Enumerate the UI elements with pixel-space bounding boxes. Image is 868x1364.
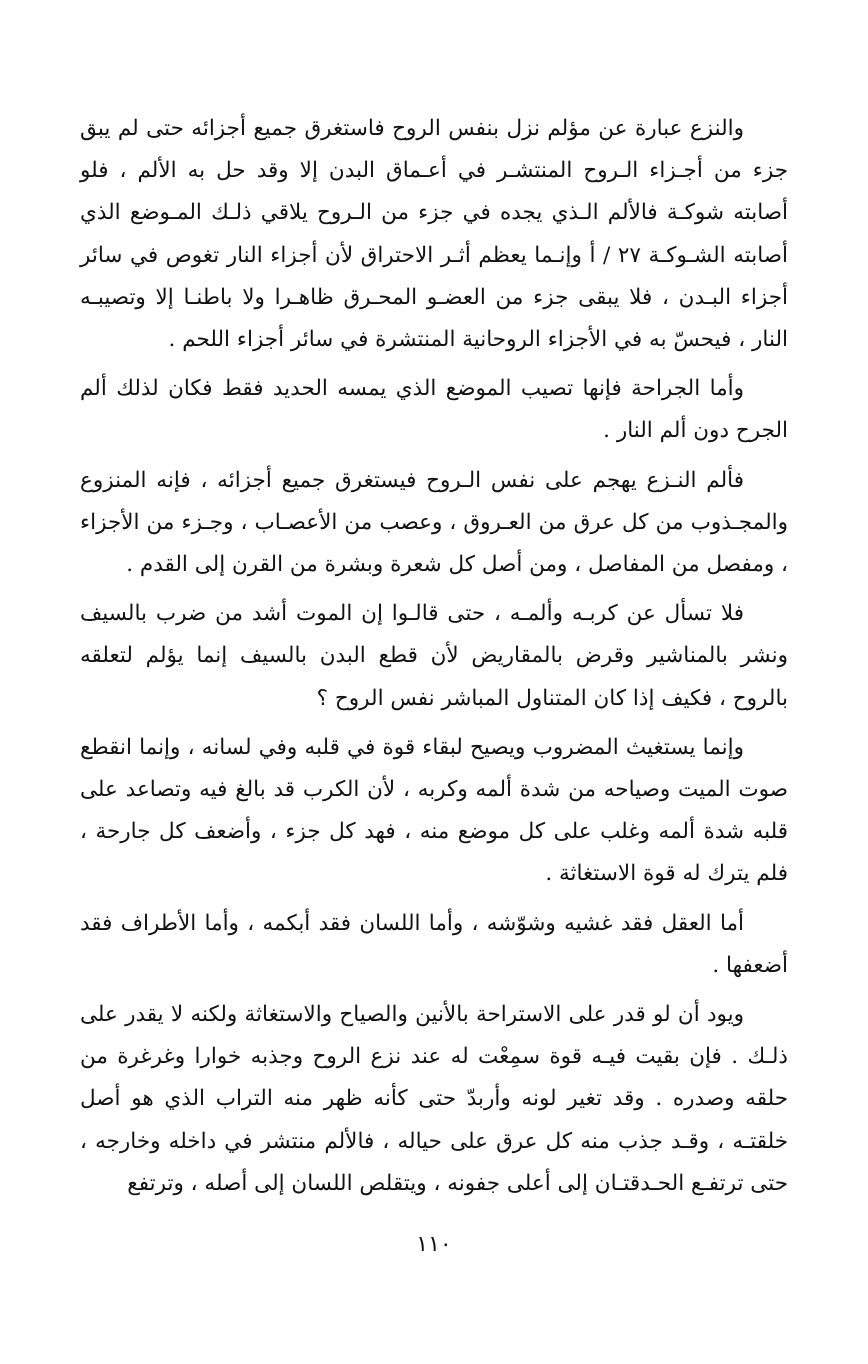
paragraph-3: فألم النـزع يهجم على نفس الـروح فيستغرق جميع أجزائه ، فإنه المنزوع والمجـذوب من كل عرق من العـروق ، وعصب من الأعصـاب ، وجـزء من الأجزاء ، ومفصل من المفاصل ، ومن أصل كل شعرة وبشرة من القرن إلى القدم .: [80, 467, 788, 578]
page-number: ١١٠: [416, 1232, 452, 1257]
paragraph-5: وإنما يستغيث المضروب ويصيح لبقاء قوة في قلبه وفي لسانه ، وإنما انقطع صوت الميت وصياحه من شدة ألمه وكربه ، لأن الكرب قد بالغ فيه وتصاعد على قلبه شدة ألمه وغلب على كل موضع منه ، فهد كل جزء ، وأضعف كل جارحة ، فلم يترك له قوة الاستغاثة .: [80, 734, 788, 887]
paragraph-1: والنزع عبارة عن مؤلم نزل بنفس الروح فاستغرق جميع أجزائه حتى لم يبق جزء من أجـزاء الـروح المنتشـر في أعـماق البدن إلا وقد حل به الألم ، فلو أصابته شوكـة فالألم الـذي يجده في جزء من الـروح يلاقي ذلـك المـوضع الذي أصابته الشـوكـة ٢٧ / أ وإنـما يعظم أثـر الاحتراق لأن أجزاء النار تغوص في سائر أجزاء البـدن ، فلا يبقى جزء من العضـو المحـرق ظاهـرا ولا باطنـا إلا وتصيبـه النار ، فيحسّ به في الأجزاء الروحانية المنتشرة في سائر أجزاء اللحم .: [80, 116, 788, 353]
body-text: [80, 108, 788, 1212]
paragraph-2: وأما الجراحة فإنها تصيب الموضع الذي يمسه الحديد فقط فكان لذلك ألم الجرح دون ألم النار .: [80, 376, 788, 444]
paragraph-6: أما العقل فقد غشيه وشوّشه ، وأما اللسان فقد أبكمه ، وأما الأطراف فقد أضعفها .: [80, 910, 788, 978]
paragraph-4: فلا تسأل عن كربـه وألمـه ، حتى قالـوا إن الموت أشد من ضرب بالسيف ونشر بالمناشير وقرض بالمقاريض لأن قطع البدن بالسيف إنما يؤلم لتعلقه بالروح ، فكيف إذا كان المتناول المباشر نفس الروح ؟: [80, 601, 788, 711]
paragraph-7: ويود أن لو قدر على الاستراحة بالأنين والصياح والاستغاثة ولكنه لا يقدر على ذلـك . فإن بقيت فيـه قوة سمِعْت له عند نزع الروح وجذبه خوارا وغرغرة من حلقه وصدره . وقد تغير لونه وأربدّ حتى كأنه ظهر منه التراب الذي هو أصل خلقتـه ، وقـد جذب منه كل عرق على حياله ، فالألم منتشر في داخله وخارجه ، حتى ترتفـع الحـدقتـان إلى أعلى جفونه ، ويتقلص اللسان إلى أصله ، وترتفع: [80, 1002, 788, 1196]
